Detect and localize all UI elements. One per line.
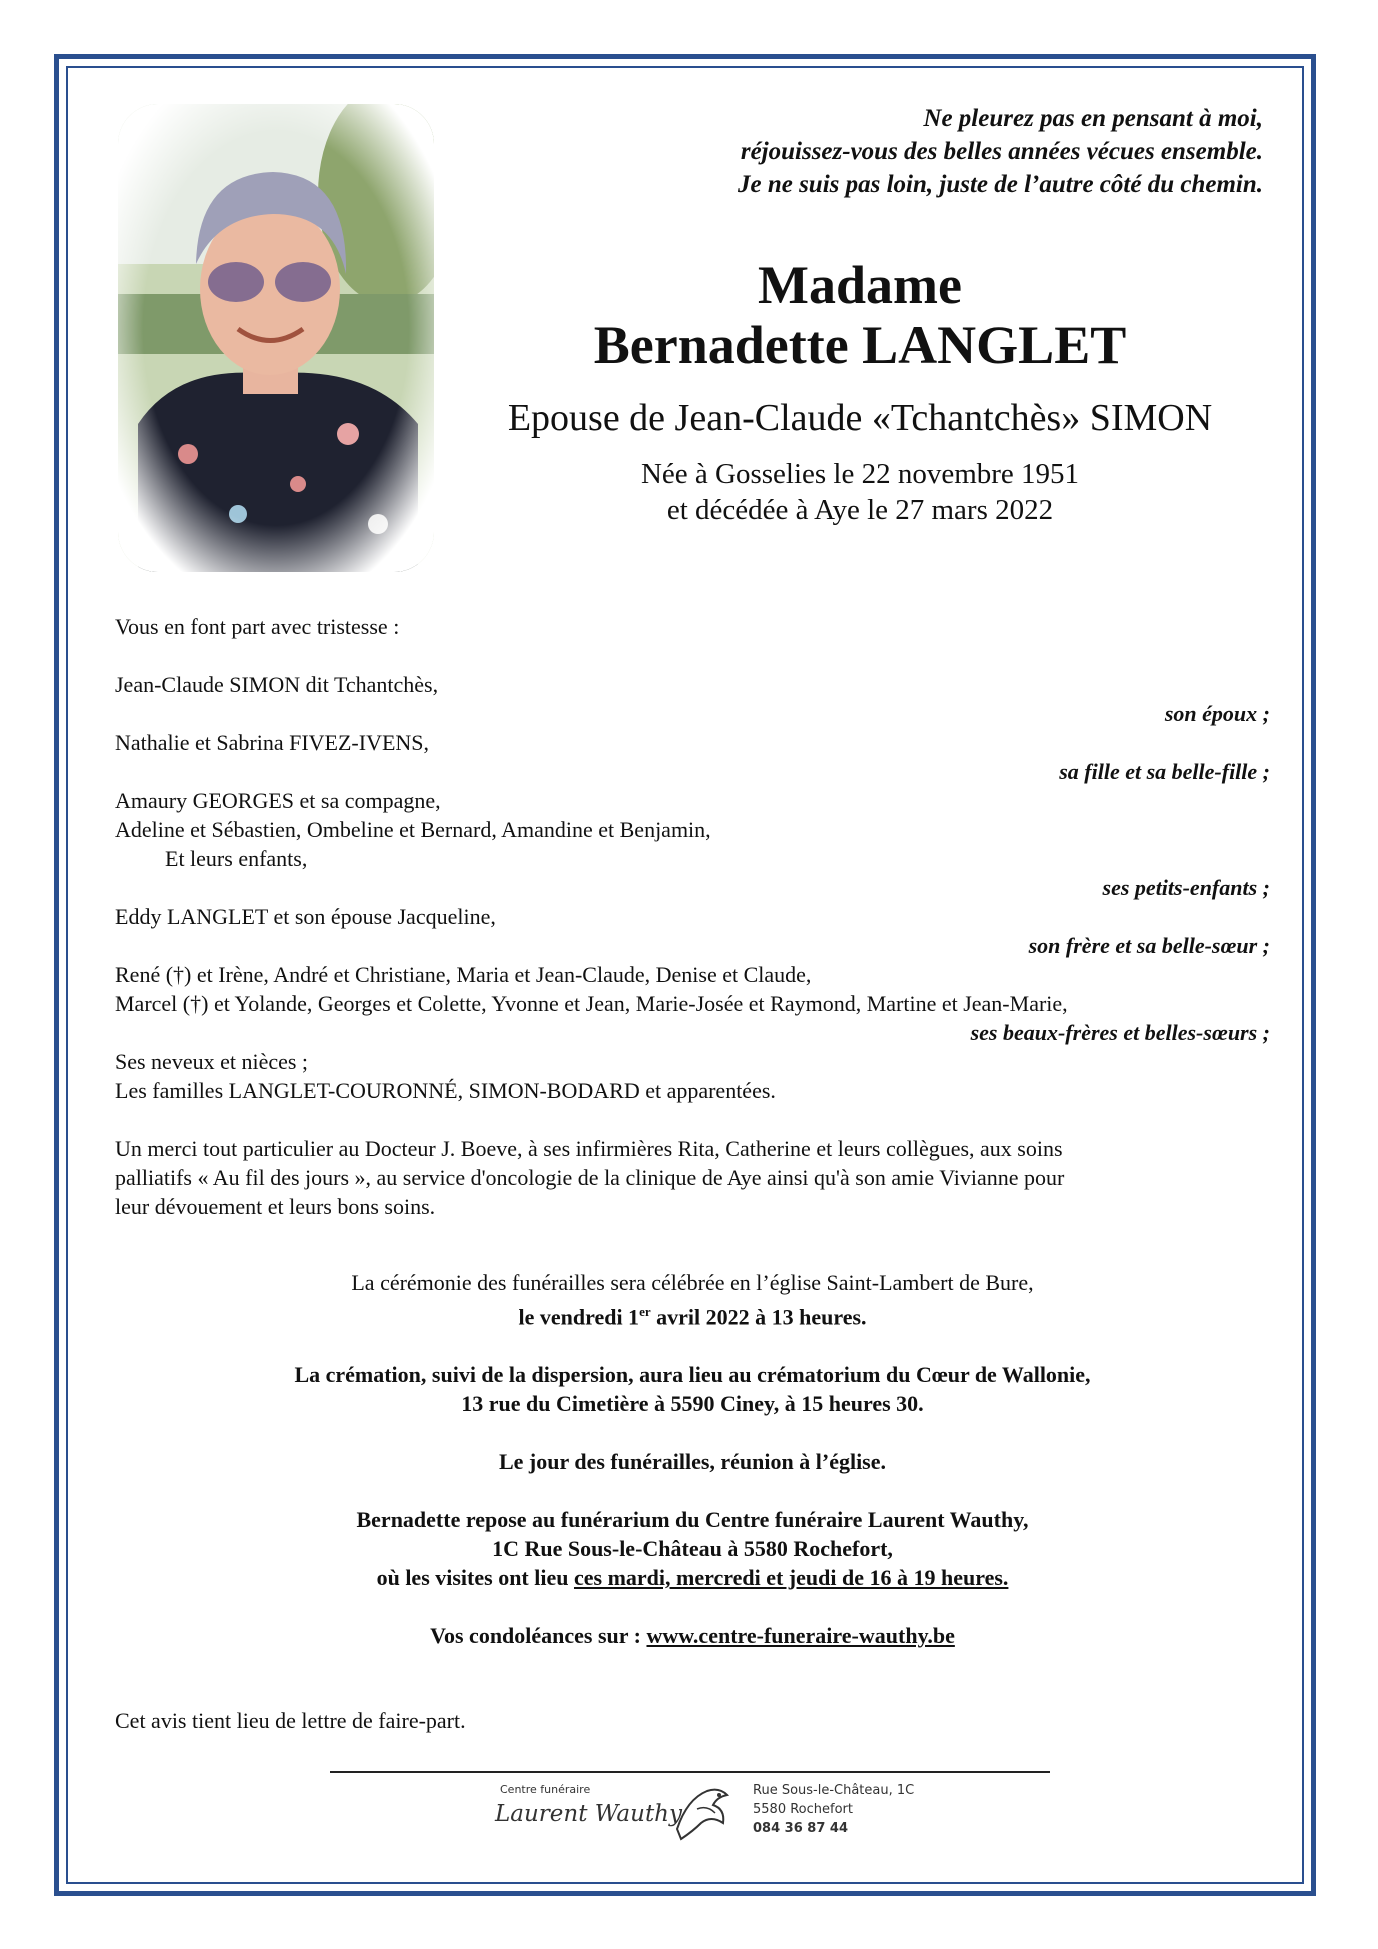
address-line: 5580 Rochefort [753, 1802, 853, 1817]
deceased-name: Bernadette LANGLET [593, 315, 1127, 375]
condolences-line: Vos condoléances sur : www.centre-funeraire-wauthy.be [430, 1623, 955, 1649]
thanks-line: Un merci tout particulier au Docteur J. Boeve, à ses infirmières Rita, Catherine et leurs collègues, aux soins [115, 1136, 1063, 1161]
family-member: Adeline et Sébastien, Ombeline et Bernard, Amandine et Benjamin, [115, 817, 711, 842]
family-member: Nathalie et Sabrina FIVEZ-IVENS, [115, 730, 430, 755]
ceremony-block [115, 1268, 1270, 1650]
phone-number: 084 36 87 44 [753, 1821, 848, 1836]
birth-line: Née à Gosselies le 22 novembre 1951 [640, 458, 1080, 490]
quote-line: Je ne suis pas loin, juste de l’autre côté du chemin. [737, 171, 1263, 198]
relation-label: son frère et sa belle-sœur ; [1028, 933, 1270, 958]
family-member: Marcel (†) et Yolande, Georges et Colette, Yvonne et Jean, Marie-Josée et Raymond, Martine et Jean-Marie, [115, 991, 1068, 1016]
family-member: Et leurs enfants, [165, 846, 308, 871]
other-family: Les familles LANGLET-COURONNÉ, SIMON-BODARD et apparentées. [115, 1078, 776, 1103]
intro-line: Vous en font part avec tristesse : [115, 614, 400, 639]
family-member: Jean-Claude SIMON dit Tchantchès, [115, 672, 439, 697]
cremation-line: 13 rue du Cimetière à 5590 Ciney, à 15 heures 30. [461, 1391, 924, 1417]
family-member: Amaury GEORGES et sa compagne, [115, 788, 441, 813]
repose-line: 1C Rue Sous-le-Château à 5580 Rochefort, [492, 1536, 893, 1562]
thanks-line: palliatifs « Au fil des jours », au service d'oncologie de la clinique de Aye ainsi qu'à son amie Vivianne pour [115, 1165, 1065, 1190]
logo-address [753, 1781, 914, 1838]
announcement-body [115, 612, 1270, 1221]
life-dates [450, 456, 1270, 528]
repose-line: Bernadette repose au funérarium du Centre funéraire Laurent Wauthy, [356, 1507, 1029, 1533]
quote-line: Ne pleurez pas en pensant à moi, [923, 105, 1263, 132]
closing-line: Cet avis tient lieu de lettre de faire-part. [115, 1708, 466, 1733]
family-member: Eddy LANGLET et son épouse Jacqueline, [115, 904, 496, 929]
relation-label: sa fille et sa belle-fille ; [1059, 759, 1270, 784]
cremation-line: La crémation, suivi de la dispersion, aura lieu au crématorium du Cœur de Wallonie, [294, 1362, 1091, 1388]
honorific: Madame [758, 255, 962, 315]
relation-label: ses beaux-frères et belles-sœurs ; [970, 1020, 1270, 1045]
family-member: René (†) et Irène, André et Christiane, Maria et Jean-Claude, Denise et Claude, [115, 962, 812, 987]
ceremony-date: le vendredi 1er avril 2022 à 13 heures. [518, 1304, 867, 1330]
relation-label: ses petits-enfants ; [1102, 875, 1270, 900]
death-line: et décédée à Aye le 27 mars 2022 [666, 494, 1054, 526]
other-family: Ses neveux et nièces ; [115, 1049, 309, 1074]
deceased-name-block [450, 255, 1270, 375]
address-line: Rue Sous-le-Château, 1C [753, 1783, 915, 1798]
thanks-line: leur dévouement et leurs bons soins. [115, 1194, 436, 1219]
footer-rule [330, 1771, 1050, 1773]
logo-name: Laurent Wauthy [495, 1801, 682, 1827]
portrait-photo [118, 104, 434, 572]
quote-line: réjouissez-vous des belles années vécues ensemble. [740, 138, 1263, 165]
ceremony-intro: La cérémonie des funérailles sera célébrée en l’église Saint-Lambert de Bure, [351, 1270, 1034, 1295]
relation-label: son époux ; [1164, 701, 1270, 726]
spouse-line: Epouse de Jean-Claude «Tchantchès» SIMON [507, 397, 1213, 439]
condolences-link[interactable]: www.centre-funeraire-wauthy.be [646, 1623, 955, 1649]
reunion-line: Le jour des funérailles, réunion à l’église. [498, 1449, 887, 1475]
dove-icon [667, 1779, 737, 1845]
funeral-home-logo [480, 1777, 930, 1847]
visits-line: où les visites ont lieu ces mardi, mercredi et jeudi de 16 à 19 heures. [376, 1565, 1009, 1591]
logo-small-text: Centre funéraire [500, 1783, 591, 1796]
epitaph-quote [738, 102, 1263, 201]
